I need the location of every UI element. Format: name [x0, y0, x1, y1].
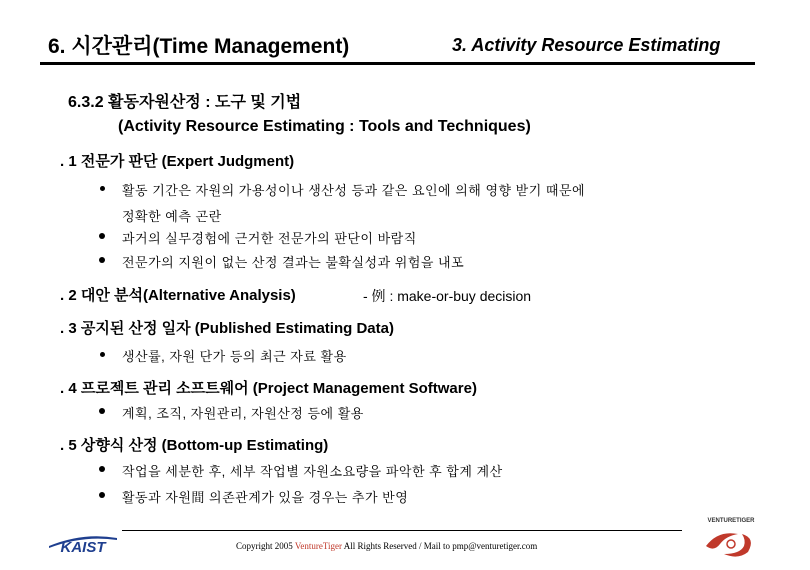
item-3-label: . 3 공지된 산정 일자 (Published Estimating Data) [60, 320, 394, 337]
header-divider [40, 62, 755, 65]
footer-divider [122, 530, 682, 531]
bullet-icon [99, 233, 105, 239]
bullet-icon [99, 257, 105, 263]
svg-text:KAIST: KAIST [60, 539, 106, 554]
item-5-label: . 5 상향식 산정 (Bottom-up Estimating) [60, 437, 329, 454]
item-1-bullet-2: 과거의 실무경험에 근거한 전문가의 판단이 바람직 [122, 231, 417, 246]
brand-name: VentureTiger [294, 541, 343, 551]
venturetiger-logo [686, 510, 776, 560]
header-title: 6. 시간관리(Time Management) [48, 35, 350, 58]
copyright-text: Copyright 2005 VentureTiger All Rights Reserved / Mail to pmp@venturetiger.com [236, 541, 538, 551]
item-2-note: - 例 : make-or-buy decision [363, 288, 532, 304]
item-1-bullet-3: 전문가의 지원이 없는 산정 결과는 불확실성과 위험을 내포 [122, 255, 465, 270]
item-3-bullet-1: 생산률, 자원 단가 등의 최근 자료 활용 [122, 349, 347, 364]
item-1-label: . 1 전문가 판단 (Expert Judgment) [60, 153, 295, 170]
bullet-icon [100, 186, 105, 191]
item-4-label: . 4 프로젝트 관리 소프트웨어 (Project Management Software) [60, 380, 477, 397]
bullet-icon [99, 492, 105, 498]
bullet-icon [100, 352, 105, 357]
bullet-icon [99, 408, 105, 414]
section-subtitle: (Activity Resource Estimating : Tools and Techniques) [118, 118, 531, 135]
item-5-bullet-2: 활동과 자원間 의존관계가 있을 경우는 추가 반영 [122, 490, 409, 505]
section-title: 6.3.2 활동자원산정 : 도구 및 기법 [68, 94, 302, 111]
header-subtitle: 3. Activity Resource Estimating [452, 35, 721, 55]
item-2-label: . 2 대안 분석(Alternative Analysis) [60, 287, 296, 304]
item-5-bullet-1: 작업을 세분한 후, 세부 작업별 자원소요량을 파악한 후 합계 계산 [122, 464, 503, 479]
kaist-logo [47, 526, 119, 554]
svg-text:VENTURETIGER: VENTURETIGER [707, 518, 755, 524]
item-4-bullet-1: 계획, 조직, 자원관리, 자원산정 등에 활용 [122, 406, 364, 421]
item-1-bullet-1: 활동 기간은 자원의 가용성이나 생산성 등과 같은 요인에 의해 영향 받기 때문에 [122, 183, 586, 198]
item-1-bullet-1-cont: 정확한 예측 곤란 [122, 209, 222, 224]
bullet-icon [99, 466, 105, 472]
